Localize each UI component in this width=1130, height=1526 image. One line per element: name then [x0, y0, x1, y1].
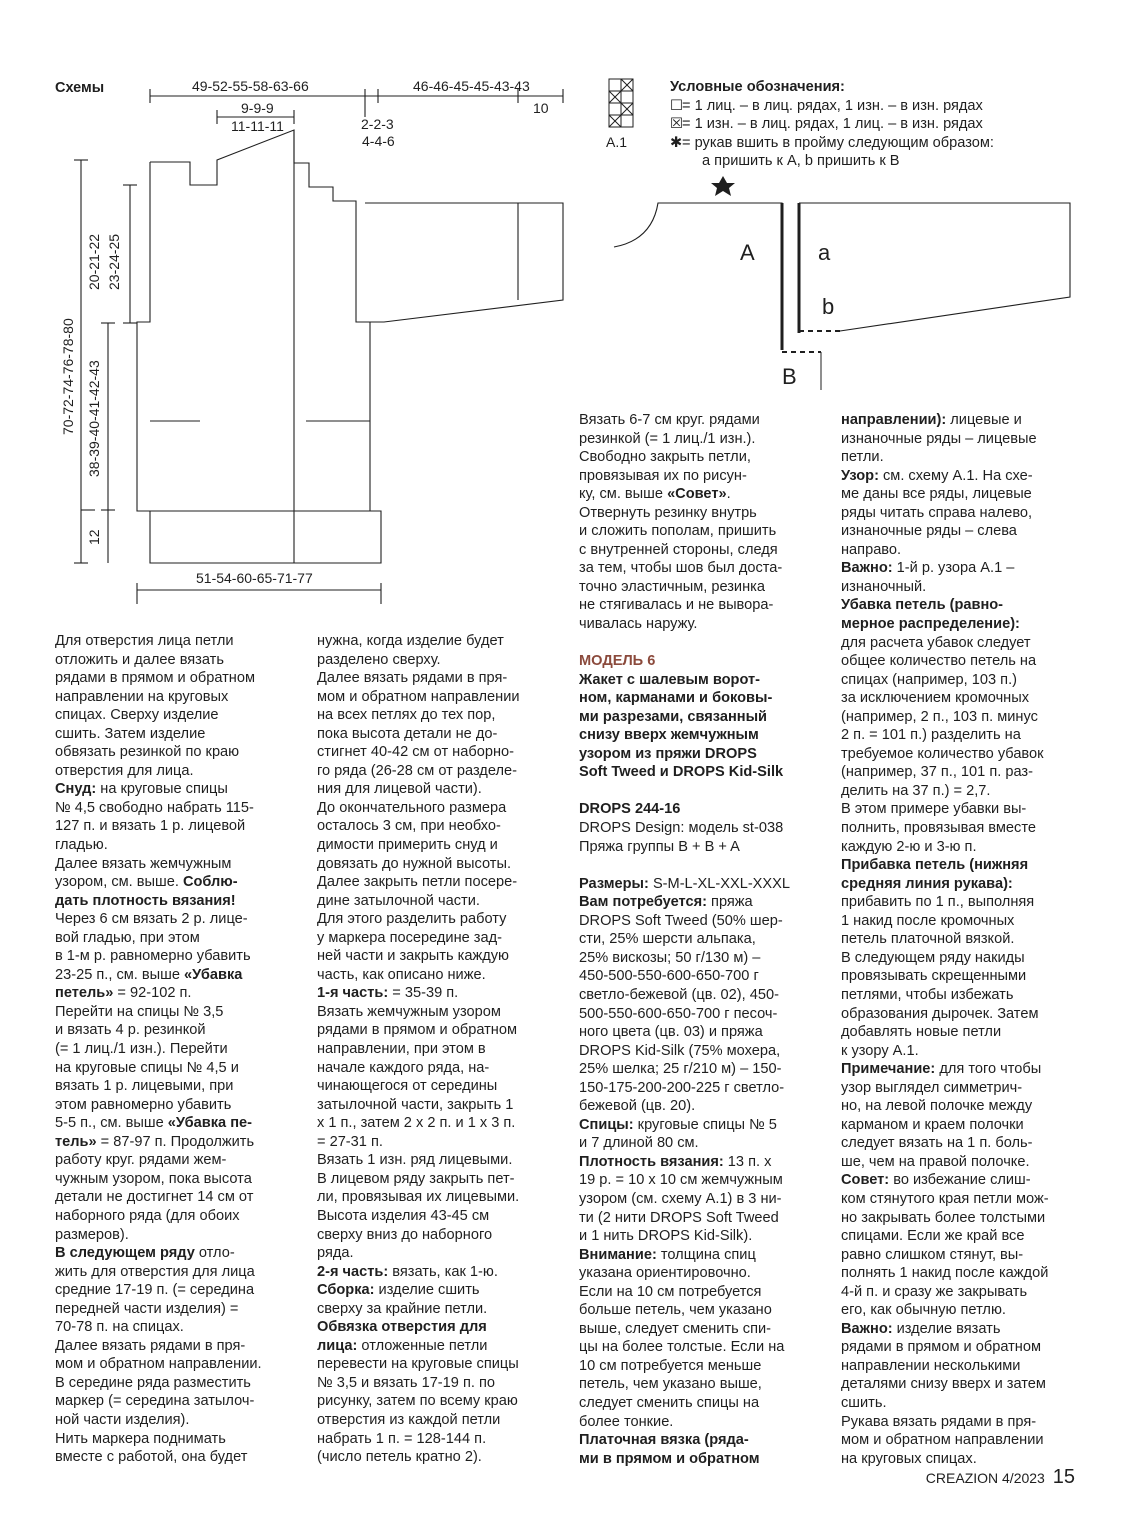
dim-neck: 9-9-9 — [241, 100, 274, 116]
para: Прибавка петель (нижняя средняя линия рукава): прибавить по 1 п., выполняя 1 накид после кромочных петель платочной вязкой. В следующем ряду накиды провязывать скрещенными петлями, чтобы избежать образования дырочек. Затем добавлять новые петли к узору A.1. — [841, 857, 1039, 1059]
armhole-outline — [614, 203, 782, 350]
sleeve-cap-outline — [799, 203, 1070, 331]
dim-upper: 20-21-22 — [86, 233, 102, 290]
legend-line-4: a пришить к A, b пришить к B — [702, 153, 900, 169]
para: В следующем ряду отло- жить для отверстия для лица средние 17-19 п. (= середина передней части изделия) = 70-78 п. на спицах. Далее вязать рядами в пря- мом и обратном направлении. В середине ряда разместить маркер (= середина затылоч- ной части изделия). Нить маркера поднимать вместе с работой, она будет — [55, 1245, 262, 1466]
sleeve-outline — [365, 203, 563, 322]
para: 2-я часть: вязать, как 1-ю. Сборка: изделие сшить сверху за крайние петли. Обвязка отверстия для лица: отложенные петли перевести на круговые спицы № 3,5 и вязать 17-19 п. по рисунку, затем по всему краю отверстия из каждой петли набрать 1 п. = 128-144 п. (число петель кратно 2). — [317, 1263, 519, 1466]
dim-mid: 38-39-40-41-42-43 — [86, 360, 102, 477]
dim-neck-2: 11-11-11 — [231, 118, 284, 134]
dim-bottom: 12 — [86, 529, 102, 545]
model-title: Жакет с шалевым ворот- ном, карманами и боковы- ми разрезами, связанный снизу вверх жемчужным узором из пряжи DROPS Soft Tweed и DROPS Kid-Silk — [579, 671, 784, 781]
text-column-4 — [841, 411, 1081, 1468]
body-outline — [137, 130, 381, 563]
para: Платочная вязка (ряда- ми в прямом и обратном — [579, 1432, 760, 1467]
para: Плотность вязания: 13 п. х 19 р. = 10 х 10 см жемчужным узором (см. схему A.1) в 3 ни- ти (2 нити DROPS Soft Tweed и 1 нить DROPS Kid-Silk). — [579, 1153, 783, 1245]
para: DROPS 244-16 DROPS Design: модель st-038 Пряжа группы B + B + A — [579, 801, 784, 855]
para: Вязать 6-7 см круг. рядами резинкой (= 1 лиц./1 изн.). Свободно закрыть петли, провязывая их по рисун- ку, см. выше «Совет». Отвернуть резинку внутрь и сложить пополам, пришить с внутренней стороны, следя за тем, чтобы шов был доста- точно эластичным, резинка не стягивалась и не вывора- чивалась наружу. — [579, 412, 783, 633]
para: Совет: во избежание слиш- ком стянутого края петли мож- но закрывать более толстыми спицами. Если же край все равно слишком стянут, вы- полнять 1 накид после каждой 4-й п. и сразу же закрывать его, как обычную петлю. — [841, 1172, 1049, 1319]
chart-a1 — [609, 79, 633, 127]
legend — [670, 78, 994, 171]
dim-upper-2: 23-24-25 — [106, 233, 122, 290]
text-column-3 — [579, 411, 824, 1468]
para: нужна, когда изделие будет разделено сверху. Далее вязать рядами в пря- мом и обратном направлении на всех петлях до тех пор, пока высота детали не до- стигнет 40-42 см от наборно- го ряда (26-28 см от разделе- ния для лицевой части). До окончательного размера осталось 3 см, при необхо- димости примерить снуд и довязать до нужной высоты. Далее закрыть петли посере- дине затылочной части. Для этого разделить работу у маркера посередине зад- ней части и закрыть каждую часть, как описано ниже. — [317, 633, 520, 983]
dim-total-height: 70-72-74-76-78-80 — [60, 318, 76, 435]
letter-a: a — [818, 240, 831, 265]
star-icon — [711, 176, 735, 196]
para: Снуд: на круговые спицы № 4,5 свободно набрать 115- 127 п. и вязать 1 р. лицевой гладью. — [55, 781, 254, 854]
para: Примечание: для того чтобы узор выглядел симметрич- но, на левой полочке между карманом и краем полочки следует вязать на 1 п. боль- ше, чем на правой полочке. — [841, 1061, 1042, 1170]
letter-A: A — [740, 240, 755, 265]
letter-b: b — [822, 294, 835, 319]
para: Важно: 1-й р. узора A.1 – изнаночный. — [841, 560, 1015, 595]
chart-name: A.1 — [606, 134, 628, 150]
letter-B: B — [782, 364, 797, 389]
dim-body-width: 49-52-55-58-63-66 — [192, 78, 309, 94]
para: 1-я часть: = 35-39 п. Вязать жемчужным узором рядами в прямом и обратном направлении, при этом в начале каждого ряда, на- чинающегося от середины затылочной части, закрыть 1 х 1 п., затем 2 х 2 п. и 1 х 3 п. = 27-31 п. Вязать 1 изн. ряд лицевыми. В лицевом ряду закрыть пет- ли, провязывая их лицевыми. Высота изделия 43-45 см сверху вниз до наборного ряда. — [317, 985, 520, 1262]
label-schemes: Схемы — [55, 80, 105, 96]
legend-title: Условные обозначения: — [670, 79, 845, 95]
dim-shoulder: 2-2-3 — [361, 116, 394, 132]
dim-cuff: 10 — [533, 100, 549, 116]
para: Узор: см. схему A.1. На схе- ме даны все ряды, лицевые ряды читать справа налево, изнаночные ряды – слева направо. — [841, 467, 1033, 558]
para: Для отверстия лица петли отложить и далее вязать рядами в прямом и обратном направлении на круговых спицах. Сверху изделие сшить. Затем изделие обвязать резинкой по краю отверстия для лица. — [55, 633, 256, 779]
para: направлении): лицевые и изнаночные ряды – лицевые петли. — [841, 412, 1037, 466]
text-column-1 — [55, 632, 300, 1467]
star-icon: ✱ — [670, 134, 683, 151]
dim-bottom-width: 51-54-60-65-71-77 — [196, 570, 313, 586]
para: Важно: изделие вязать рядами в прямом и обратном направлении несколькими деталями снизу вверх и затем сшить. Рукава вязать рядами в пря- мом и обратном направлении на круговых спицах. — [841, 1320, 1046, 1467]
para: Размеры: S-M-L-XL-XXL-XXXL Вам потребуется: пряжа DROPS Soft Tweed (50% шер- сти, 25% шерсти альпака, 25% вискозы; 50 г/130 м) – 450-500-550-600-650-700 г светло-бежевой (цв. 02), 450- 500-550-600-650-700 г песоч- ного цвета (цв. 03) и пряжа DROPS Kid-Silk (75% мохера, 25% шелка; 25 г/210 м) – 150- 150-175-200-200-225 г светло- бежевой (цв. 20). — [579, 875, 791, 1115]
crossed-box-icon: ☒ — [670, 116, 684, 132]
para: Внимание: толщина спиц указана ориентировочно. Если на 10 см потребуется больше петель, чем указано выше, следует сменить спи- цы на более толстые. Если на 10 см потребуется меньше петель, чем указано выше, следует сменить спицы на более тонкие. — [579, 1246, 785, 1430]
para: Убавка петель (равно- мерное распределение): для расчета убавок следует общее количество петель на спицах (например, 103 п.) за исключением кромочных (например, 2 п., 103 п. минус 2 п. = 101 п.) разделить на требуемое количество убавок (например, 37 п., 101 п. раз- делить на 37 п.) = 2,7. В этом примере убавки вы- полнить, провязывая вместе каждую 2-ю и 3-ю п. — [841, 597, 1044, 855]
legend-line-3: ✱= рукав вшить в пройму следующим образом: — [670, 134, 994, 151]
para: Далее вязать жемчужным узором, см. выше. Соблю- дать плотность вязания! Через 6 см вязать 2 р. лице- вой гладью, при этом в 1-м р. равномерно убавить 23-25 п., см. выше «Убавка петель» = 92-102 п. Перейти на спицы № 3,5 и вязать 4 р. резинкой (= 1 лиц./1 изн.). Перейти на круговые спицы № 4,5 и вязать 1 р. лицевыми, при этом равномерно убавить 5-5 п., см. выше «Убавка пе- тель» = 87-97 п. Продолжить работу круг. рядами жем- чужным узором, пока высота детали не достигнет 14 см от наборного ряда (для обоих размеров). — [55, 855, 255, 1243]
text-column-2 — [317, 632, 562, 1467]
magazine-name: CREAZION 4/2023 — [925, 1470, 1045, 1486]
dim-sleeve-length: 46-46-45-45-43-43 — [413, 78, 530, 94]
legend-line-2: ☒= 1 изн. – в лиц. рядах, 1 лиц. – в изн. рядах — [670, 116, 983, 132]
dim-shoulder-2: 4-4-6 — [362, 133, 395, 149]
empty-box-icon: ☐ — [670, 97, 684, 114]
para: Спицы: круговые спицы № 5 и 7 длиной 80 см. — [579, 1116, 777, 1152]
page-number: 15 — [1052, 1466, 1075, 1488]
page-footer — [926, 1466, 1075, 1489]
model-heading: МОДЕЛЬ 6 — [579, 653, 656, 670]
legend-line-1: ☐= 1 лиц. – в лиц. рядах, 1 изн. – в изн. рядах — [670, 97, 983, 114]
